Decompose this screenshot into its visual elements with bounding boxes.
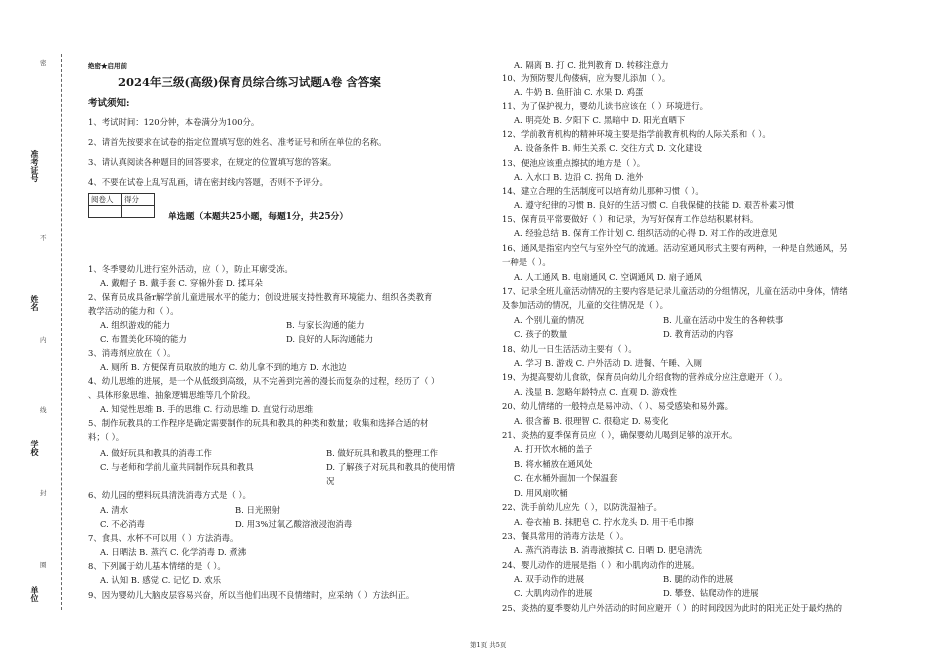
option-line: A. 遵守纪律的习惯 B. 良好的生活习惯 C. 自我保健的技能 D. 艰苦朴素习惯 xyxy=(514,200,795,210)
question-line: 8、下列属于幼儿基本情绪的是（ ）。 xyxy=(88,561,226,571)
question-line: 12、学前教育机构的精神环境主要是指学前教育机构的人际关系和（ ）。 xyxy=(502,129,771,139)
question-line: 教学活动的能力和（ ）。 xyxy=(88,306,179,316)
option-line: A. 清水 xyxy=(100,505,129,515)
option-line: A. 学习 B. 游戏 C. 户外活动 D. 进餐、午睡、入厕 xyxy=(514,358,703,368)
notice-item: 2、请首先按要求在试卷的指定位置填写您的姓名、准考证号和所在单位的名称。 xyxy=(88,137,387,147)
question-line: 11、为了保护视力，婴幼儿读书应该在（ ）环境进行。 xyxy=(502,101,708,111)
question-line: 9、因为婴幼儿大脑皮层容易兴奋，所以当他们出现不良情绪时，应采纳（ ）方法纠正。 xyxy=(88,590,415,600)
question-line: 5、制作玩教具的工作程序是确定需要制作的玩具和教具的种类和数量；收集和选择合适的材 xyxy=(88,418,429,428)
option-line: A. 设备条件 B. 师生关系 C. 交往方式 D. 文化建设 xyxy=(514,143,703,153)
option-line: B. 与家长沟通的能力 xyxy=(286,320,365,330)
option-line: A. 牛奶 B. 鱼肝油 C. 水果 D. 鸡蛋 xyxy=(514,87,644,97)
question-line: 15、保育员平常要做好（ ）和记录，为写好保育工作总结积累材料。 xyxy=(502,214,759,224)
score-table xyxy=(88,193,155,218)
question-line: 2、保育员成具备r解学前儿童进展水平的能力；创设进展支持性教育环境能力、组织各类教育 xyxy=(88,292,433,302)
question-line: 22、洗手前幼儿应先（ ），以防洗湿袖子。 xyxy=(502,502,662,512)
question-line: 料；（ ）。 xyxy=(88,432,125,442)
option-line: B. 日光照射 xyxy=(235,505,280,515)
question-line: 19、为提高婴幼儿食欲，保育员向幼儿介绍食物的营养成分应注意避开（ ）。 xyxy=(502,372,788,382)
binding-label-school: 学校 xyxy=(30,440,40,456)
score-header-score: 得分 xyxy=(122,194,155,206)
option-line: D. 良好的人际沟通能力 xyxy=(286,334,374,344)
question-line: 6、幼儿园的塑料玩具清洗消毒方式是（ ）。 xyxy=(88,490,251,500)
seal-char: 线 xyxy=(40,406,47,414)
question-line: 13、便池应该重点擦拭的地方是（ ）。 xyxy=(502,158,646,168)
question-line: 23、餐具常用的消毒方法是（ ）。 xyxy=(502,531,629,541)
question-line: 10、为预防婴儿佝偻病，应为婴儿添加（ ）。 xyxy=(502,73,671,83)
option-line: C. 布置美化环境的能力 xyxy=(100,334,187,344)
option-line: C. 与老师和学前儿童共同制作玩具和教具 xyxy=(100,462,254,472)
question-line: 14、建立合理的生活制度可以培育幼儿那种习惯（ ）。 xyxy=(502,186,704,196)
section-title: 单选题（本题共25小题，每题1分，共25分） xyxy=(168,212,349,222)
option-line: C. 孩子的数量 xyxy=(514,329,568,339)
option-line: D. 了解孩子对玩具和教具的使用情 xyxy=(326,462,455,472)
option-line: A. 知觉性思维 B. 手的思维 C. 行动思维 D. 直觉行动思维 xyxy=(100,404,314,414)
seal-char: 封 xyxy=(40,489,47,497)
question-line: 7、食具、水杯不可以用（ ）方法消毒。 xyxy=(88,533,239,543)
option-line: A. 个别儿童的情况 xyxy=(514,315,584,325)
binding-label-unit: 单位 xyxy=(30,586,40,602)
binding-label-exam-id: 准考证号 xyxy=(30,150,40,182)
seal-char: 内 xyxy=(40,336,47,344)
notice-title: 考试须知: xyxy=(88,98,130,109)
option-line: A. 入水口 B. 边沿 C. 拐角 D. 池外 xyxy=(514,172,644,182)
option-line: A. 蒸汽消毒法 B. 消毒液擦拭 C. 日晒 D. 肥皂清洗 xyxy=(514,545,703,555)
option-line: A. 经验总结 B. 保育工作计划 C. 组织活动的心得 D. 对工作的改进意见 xyxy=(514,228,778,238)
option-line: A. 双手动作的进展 xyxy=(514,574,584,584)
question-line: 4、幼儿思维的进展，是一个从低级到高级，从不完善到完善的漫长而复杂的过程，经历了（ ） xyxy=(88,376,440,386)
option-line: B. 儿童在活动中发生的各种轶事 xyxy=(663,315,784,325)
question-line: 20、幼儿情绪的一般特点是易冲动、（ ）、易受感染和易外露。 xyxy=(502,401,734,411)
option-line: 况 xyxy=(326,476,335,486)
score-cell-score[interactable] xyxy=(122,206,155,218)
question-line: 21、炎热的夏季保育员应（ ），确保婴幼儿喝到足够的凉开水。 xyxy=(502,430,738,440)
question-line: 3、消毒剂应放在（ ）。 xyxy=(88,348,176,358)
notice-item: 3、请认真阅读各种题目的回答要求，在规定的位置填写您的答案。 xyxy=(88,157,337,167)
score-header-grader: 阅卷人 xyxy=(89,194,122,206)
question-line: 、具体形象思维、抽象逻辑思维等几个阶段。 xyxy=(88,390,256,400)
notice-item: 4、不要在试卷上乱写乱画，请在密封线内答题，否则不予评分。 xyxy=(88,177,328,187)
question-line: 25、炎热的夏季婴幼儿户外活动的时间应避开（ ）的时间段因为此时的阳光正处于最灼热的 xyxy=(502,603,842,613)
question-line: 24、婴儿动作的进展是指（ ）和小肌肉动作的进展。 xyxy=(502,560,700,570)
option-line: B. 腿的动作的进展 xyxy=(663,574,734,584)
option-line: A. 日晒法 B. 蒸汽 C. 化学消毒 D. 煮沸 xyxy=(100,547,247,557)
question-line: 1、冬季婴幼儿进行室外活动，应（ ），防止耳廓受冻。 xyxy=(88,264,293,274)
page-title: 2024年三级(高级)保育员综合练习试题A卷 含答案 xyxy=(118,75,381,89)
question-line: 16、通风是指室内空气与室外空气的流通。活动室通风形式主要有两种，一种是自然通风，另 xyxy=(502,243,848,253)
seal-char: 不 xyxy=(40,234,47,242)
notice-item: 1、考试时间：120分钟，本卷满分为100分。 xyxy=(88,117,260,127)
option-line: A. 很含蓄 B. 很理智 C. 很稳定 D. 易变化 xyxy=(514,416,669,426)
seal-char: 密 xyxy=(40,59,47,67)
secret-mark: 绝密★启用前 xyxy=(88,62,127,70)
option-line: A. 认知 B. 感觉 C. 记忆 D. 欢乐 xyxy=(100,575,222,585)
option-line: A. 打开饮水桶的盖子 xyxy=(514,444,593,454)
option-line: A. 浅显 B. 忽略年龄特点 C. 直观 D. 游戏性 xyxy=(514,387,677,397)
binding-line xyxy=(61,54,62,610)
binding-label-name: 姓名 xyxy=(30,295,40,311)
option-line: A. 明亮处 B. 夕阳下 C. 黑暗中 D. 阳光直晒下 xyxy=(514,115,686,125)
option-line: C. 在水桶外面加一个保温套 xyxy=(514,473,618,483)
question-line: 及参加活动的情况，儿童的交往情况是（ ）。 xyxy=(502,300,668,310)
option-line: B. 将水桶放在通风处 xyxy=(514,459,593,469)
option-line: A. 人工通风 B. 电扇通风 C. 空调通风 D. 扇子通风 xyxy=(514,272,703,282)
option-line: B. 做好玩具和教具的整理工作 xyxy=(326,448,438,458)
option-line: D. 教育活动的内容 xyxy=(663,329,734,339)
option-line: A. 卷衣袖 B. 抹肥皂 C. 拧水龙头 D. 用干毛巾擦 xyxy=(514,517,694,527)
option-line: A. 组织游戏的能力 xyxy=(100,320,170,330)
question-line: 17、记录全班儿童活动情况的主要内容是记录儿童活动的分组情况，儿童在活动中身体，情绪 xyxy=(502,286,848,296)
option-line: A. 隔离 B. 打 C. 批判教育 D. 转移注意力 xyxy=(514,60,669,70)
option-line: D. 攀登、钻爬动作的进展 xyxy=(663,588,759,598)
question-line: 一种是（ ）。 xyxy=(502,257,551,267)
page-number: 第1页 共5页 xyxy=(470,641,507,649)
question-line: 18、幼儿一日生活活动主要有（ ）。 xyxy=(502,344,637,354)
option-line: A. 戴帽子 B. 戴手套 C. 穿棉外套 D. 揉耳朵 xyxy=(100,278,263,288)
option-line: D. 用3%过氧乙酸溶液浸泡消毒 xyxy=(235,519,353,529)
option-line: D. 用风扇吹桶 xyxy=(514,488,568,498)
option-line: C. 大肌肉动作的进展 xyxy=(514,588,593,598)
option-line: A. 做好玩具和教具的消毒工作 xyxy=(100,448,212,458)
seal-char: 圈 xyxy=(40,561,47,569)
score-cell-grader[interactable] xyxy=(89,206,122,218)
option-line: C. 不必消毒 xyxy=(100,519,145,529)
option-line: A. 厕所 B. 方便保育员取放的地方 C. 幼儿拿不到的地方 D. 水池边 xyxy=(100,362,347,372)
